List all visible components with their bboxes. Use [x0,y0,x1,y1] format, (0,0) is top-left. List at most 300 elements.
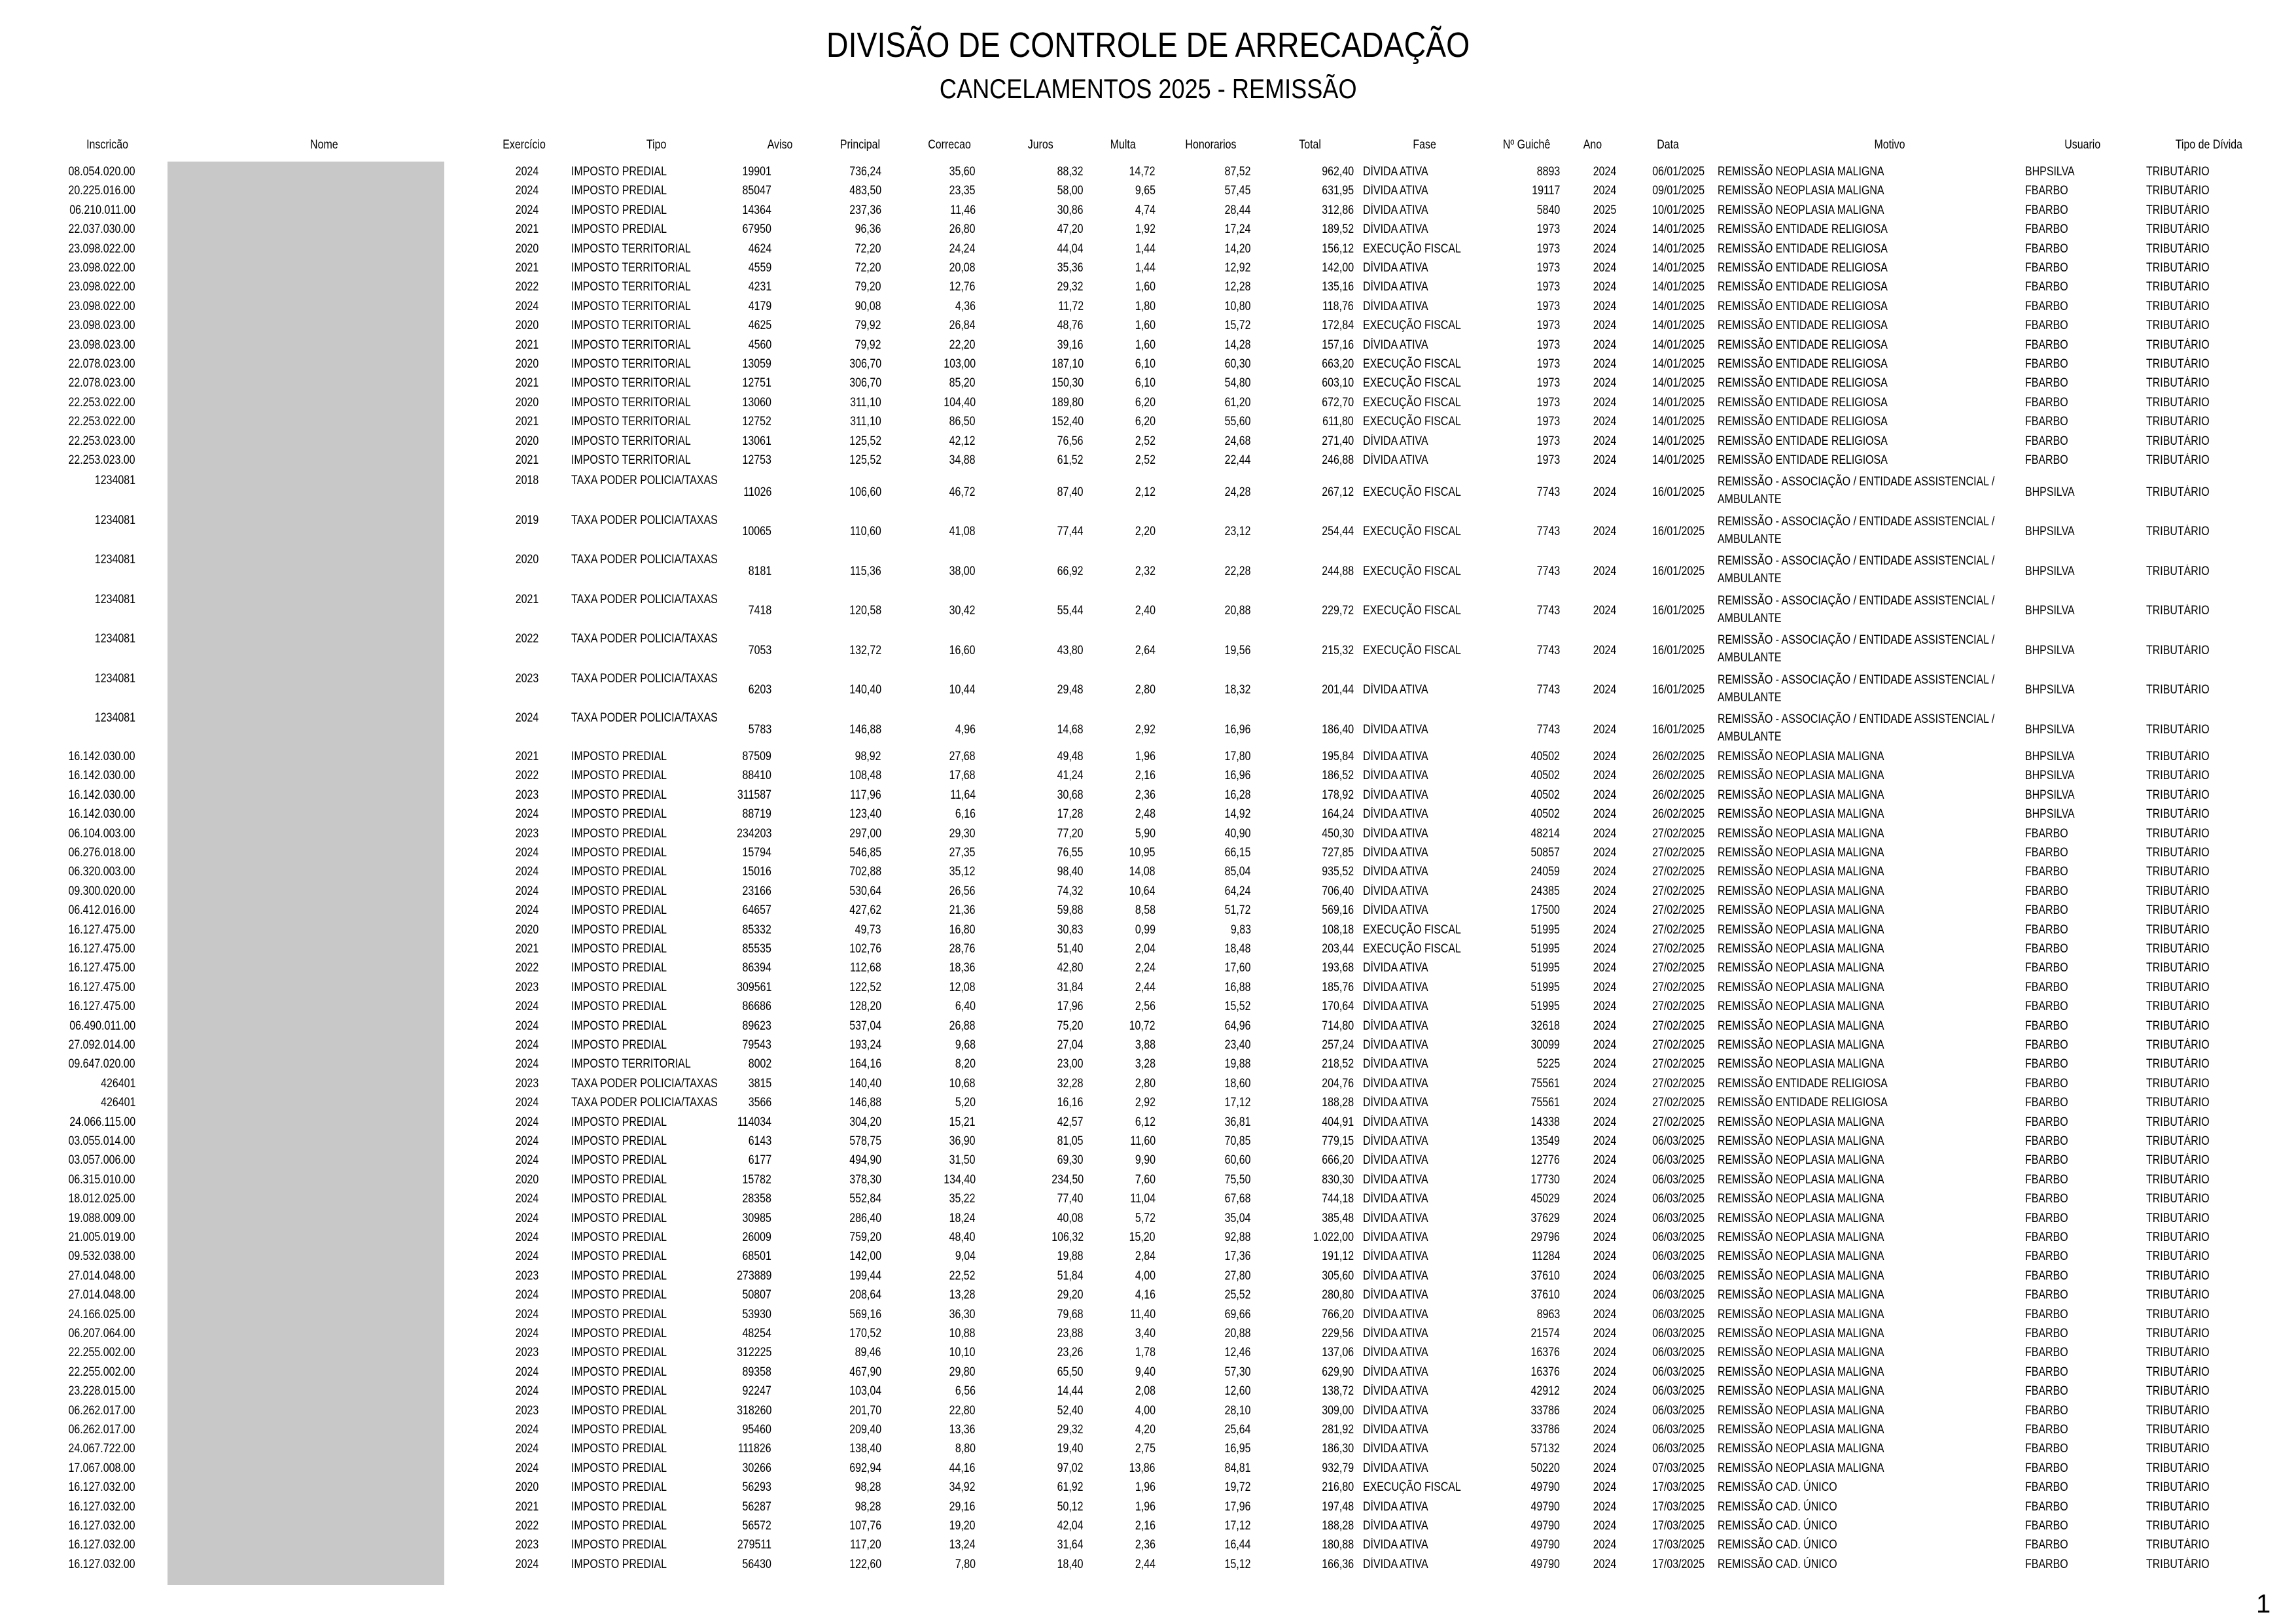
cell-principal: 170,52 [849,1326,881,1340]
cell-usuario: FBARBO [2025,261,2068,275]
cell-total: 118,76 [1322,299,1354,313]
cell-honorarios: 22,44 [1225,453,1251,467]
cell-guiche: 37610 [1530,1288,1560,1302]
cell-usuario: FBARBO [2025,1038,2068,1052]
cell-principal: 569,16 [849,1307,881,1321]
cell-ano: 2024 [1593,1518,1616,1533]
cell-correcao: 86,50 [949,415,976,429]
header-tipo: Tipo [646,138,667,152]
cell-ano: 2024 [1593,922,1616,937]
cell-tipo: IMPOSTO TERRITORIAL [571,357,691,371]
cell-fase: DÍVIDA ATIVA [1363,1115,1428,1129]
cell-fase: DÍVIDA ATIVA [1363,1172,1428,1187]
cell-data: 06/03/2025 [1652,1172,1704,1187]
cell-data: 26/02/2025 [1652,788,1704,802]
cell-usuario: FBARBO [2025,845,2068,860]
cell-correcao: 22,52 [949,1268,976,1283]
cell-tipo-divida: TRIBUTÁRIO [2146,1096,2210,1110]
cell-data: 14/01/2025 [1652,453,1704,467]
cell-correcao: 42,12 [949,434,976,448]
cell-tipo-divida: TRIBUTÁRIO [2146,1288,2210,1302]
cell-principal: 138,40 [849,1442,881,1456]
cell-correcao: 35,60 [949,165,976,179]
cell-usuario: FBARBO [2025,453,2068,467]
cell-ano: 2024 [1593,453,1616,467]
cell-correcao: 27,68 [949,749,976,763]
cell-honorarios: 12,60 [1225,1384,1251,1399]
cell-tipo-divida: TRIBUTÁRIO [2146,980,2210,994]
cell-total: 186,40 [1322,722,1354,737]
cell-tipo-divida: TRIBUTÁRIO [2146,357,2210,371]
cell-aviso: 11026 [743,485,771,499]
page-subtitle: CANCELAMENTOS 2025 - REMISSÃO [939,73,1357,104]
cell-honorarios: 25,52 [1225,1288,1251,1302]
cell-honorarios: 40,90 [1225,826,1251,841]
cell-fase: DÍVIDA ATIVA [1363,826,1428,841]
cell-usuario: BHPSILVA [2025,525,2075,539]
cell-multa: 1,96 [1135,749,1156,763]
cell-principal: 103,04 [849,1384,881,1399]
cell-tipo: IMPOSTO TERRITORIAL [571,261,691,275]
cell-juros: 29,20 [1057,1288,1084,1302]
cell-correcao: 24,24 [949,241,976,256]
cell-aviso: 309561 [736,980,771,994]
cell-inscricao: 16.127.475.00 [68,980,135,994]
cell-ano: 2024 [1593,826,1616,841]
cell-tipo-divida: TRIBUTÁRIO [2146,1153,2210,1168]
cell-tipo-divida: TRIBUTÁRIO [2146,1384,2210,1399]
cell-juros: 19,40 [1057,1442,1084,1456]
cell-data: 26/02/2025 [1652,807,1704,822]
cell-exercicio: 2023 [515,826,539,841]
cell-fase: EXECUÇÃO FISCAL [1363,1480,1461,1495]
cell-correcao: 26,84 [949,319,976,333]
cell-tipo-divida: TRIBUTÁRIO [2146,299,2210,313]
cell-tipo-divida: TRIBUTÁRIO [2146,319,2210,333]
cell-fase: DÍVIDA ATIVA [1363,1403,1428,1418]
cell-exercicio: 2024 [515,1192,539,1206]
cell-ano: 2024 [1593,1384,1616,1399]
cell-data: 27/02/2025 [1652,1038,1704,1052]
cell-usuario: FBARBO [2025,941,2068,956]
cell-multa: 14,08 [1129,865,1156,879]
cell-ano: 2024 [1593,165,1616,179]
cell-principal: 125,52 [849,434,881,448]
cell-ano: 2024 [1593,788,1616,802]
cell-guiche: 7743 [1536,722,1560,737]
cell-guiche: 1973 [1536,319,1560,333]
cell-ano: 2024 [1593,415,1616,429]
cell-tipo-divida: TRIBUTÁRIO [2146,1019,2210,1033]
cell-inscricao: 23.228.015.00 [68,1384,135,1399]
cell-motivo: REMISSÃO NEOPLASIA MALIGNA [1718,961,1884,975]
cell-fase: DÍVIDA ATIVA [1363,1346,1428,1360]
cell-motivo: REMISSÃO NEOPLASIA MALIGNA [1718,1172,1884,1187]
cell-honorarios: 14,20 [1225,241,1251,256]
cell-multa: 2,44 [1135,1557,1156,1571]
cell-multa: 2,48 [1135,807,1156,822]
cell-principal: 117,96 [850,788,881,802]
cell-principal: 117,20 [850,1538,881,1552]
cell-total: 932,79 [1322,1461,1354,1475]
cell-inscricao: 03.057.006.00 [68,1153,135,1168]
cell-tipo: IMPOSTO PREDIAL [571,1346,667,1360]
cell-guiche: 1973 [1536,357,1560,371]
cell-correcao: 4,36 [955,299,976,313]
cell-aviso: 3815 [748,1076,771,1091]
cell-honorarios: 24,68 [1225,434,1251,448]
cell-honorarios: 55,60 [1225,415,1251,429]
cell-honorarios: 75,50 [1225,1172,1251,1187]
cell-exercicio: 2021 [515,1499,539,1514]
cell-inscricao: 22.255.002.00 [68,1346,135,1360]
cell-multa: 2,36 [1135,788,1156,802]
cell-multa: 1,96 [1135,1480,1156,1495]
cell-multa: 2,32 [1135,564,1156,578]
cell-correcao: 9,68 [955,1038,976,1052]
cell-tipo: IMPOSTO PREDIAL [571,1384,667,1399]
cell-inscricao: 06.210.011.00 [69,203,135,217]
cell-data: 16/01/2025 [1652,485,1704,499]
cell-motivo: REMISSÃO NEOPLASIA MALIGNA [1718,1326,1884,1340]
cell-principal: 79,92 [855,319,881,333]
cell-multa: 5,72 [1135,1211,1156,1225]
cell-honorarios: 16,44 [1225,1538,1251,1552]
cell-total: 962,40 [1322,165,1354,179]
cell-aviso: 15782 [742,1172,771,1187]
cell-honorarios: 70,85 [1225,1134,1251,1148]
cell-principal: 128,20 [849,1000,881,1014]
cell-juros: 11,72 [1058,299,1084,313]
cell-tipo-divida: TRIBUTÁRIO [2146,415,2210,429]
cell-motivo: REMISSÃO NEOPLASIA MALIGNA [1718,1346,1884,1360]
cell-tipo-divida: TRIBUTÁRIO [2146,722,2210,737]
cell-principal: 208,64 [849,1288,881,1302]
cell-multa: 3,40 [1135,1326,1156,1340]
cell-data: 27/02/2025 [1652,903,1704,918]
cell-data: 06/03/2025 [1652,1288,1704,1302]
cell-inscricao: 27.014.048.00 [68,1268,135,1283]
cell-tipo-divida: TRIBUTÁRIO [2146,261,2210,275]
cell-total: 229,56 [1322,1326,1354,1340]
cell-tipo-divida: TRIBUTÁRIO [2146,395,2210,410]
cell-correcao: 13,36 [949,1422,976,1437]
cell-ano: 2024 [1593,1403,1616,1418]
cell-principal: 89,46 [855,1346,881,1360]
cell-aviso: 15016 [742,865,771,879]
cell-honorarios: 12,92 [1225,261,1251,275]
cell-multa: 2,20 [1135,525,1156,539]
cell-juros: 52,40 [1057,1403,1084,1418]
cell-guiche: 75561 [1530,1076,1560,1091]
cell-data: 16/01/2025 [1652,564,1704,578]
cell-honorarios: 15,72 [1225,319,1251,333]
cell-total: 1.022,00 [1313,1230,1354,1244]
cell-aviso: 64657 [742,903,771,918]
cell-tipo: IMPOSTO PREDIAL [571,788,667,802]
cell-tipo-divida: TRIBUTÁRIO [2146,184,2210,198]
cell-aviso: 79543 [742,1038,771,1052]
cell-multa: 6,10 [1135,376,1156,391]
cell-guiche: 51995 [1530,922,1560,937]
cell-tipo: IMPOSTO TERRITORIAL [571,376,691,391]
cell-honorarios: 17,96 [1225,1499,1251,1514]
cell-total: 663,20 [1322,357,1354,371]
cell-fase: DÍVIDA ATIVA [1363,807,1428,822]
cell-tipo: IMPOSTO PREDIAL [571,1442,667,1456]
cell-tipo: IMPOSTO PREDIAL [571,1134,667,1148]
cell-juros: 29,32 [1057,1422,1084,1437]
cell-fase: DÍVIDA ATIVA [1363,261,1428,275]
cell-total: 246,88 [1322,453,1354,467]
cell-fase: DÍVIDA ATIVA [1363,1557,1428,1571]
cell-juros: 23,26 [1057,1346,1084,1360]
cell-exercicio: 2023 [515,671,539,686]
cell-motivo: REMISSÃO - ASSOCIAÇÃO / ENTIDADE ASSISTENCIAL / AMBULANTE [1718,514,1995,546]
cell-guiche: 1973 [1536,395,1560,410]
cell-principal: 736,24 [849,165,881,179]
cell-motivo: REMISSÃO NEOPLASIA MALIGNA [1718,1461,1884,1475]
cell-correcao: 104,40 [944,395,976,410]
cell-correcao: 10,10 [949,1346,976,1360]
cell-usuario: FBARBO [2025,1422,2068,1437]
cell-total: 108,18 [1322,922,1354,937]
cell-ano: 2024 [1593,1038,1616,1052]
cell-ano: 2024 [1593,683,1616,697]
cell-inscricao: 06.104.003.00 [68,826,135,841]
cell-fase: EXECUÇÃO FISCAL [1363,319,1461,333]
cell-data: 17/03/2025 [1652,1518,1704,1533]
cell-honorarios: 17,12 [1225,1096,1251,1110]
cell-motivo: REMISSÃO NEOPLASIA MALIGNA [1718,865,1884,879]
cell-honorarios: 51,72 [1225,903,1251,918]
cell-tipo-divida: TRIBUTÁRIO [2146,1499,2210,1514]
cell-guiche: 1973 [1536,415,1560,429]
cell-honorarios: 9,83 [1230,922,1251,937]
cell-motivo: REMISSÃO NEOPLASIA MALIGNA [1718,1019,1884,1033]
cell-exercicio: 2024 [515,1288,539,1302]
cell-multa: 4,16 [1135,1288,1156,1302]
cell-usuario: FBARBO [2025,1076,2068,1091]
header-aviso: Aviso [767,138,793,152]
cell-motivo: REMISSÃO - ASSOCIAÇÃO / ENTIDADE ASSISTENCIAL / AMBULANTE [1718,712,1995,744]
cell-total: 137,06 [1322,1346,1354,1360]
cell-exercicio: 2021 [515,415,539,429]
cell-tipo: IMPOSTO PREDIAL [571,1153,667,1168]
cell-inscricao: 426401 [100,1096,135,1110]
cell-ano: 2024 [1593,241,1616,256]
cell-multa: 1,44 [1135,261,1156,275]
cell-guiche: 24385 [1530,884,1560,898]
cell-inscricao: 426401 [100,1076,135,1091]
cell-ano: 2024 [1593,376,1616,391]
cell-motivo: REMISSÃO ENTIDADE RELIGIOSA [1718,241,1888,256]
cell-ano: 2024 [1593,1000,1616,1014]
cell-tipo-divida: TRIBUTÁRIO [2146,1461,2210,1475]
cell-juros: 51,84 [1057,1268,1084,1283]
cell-guiche: 49790 [1530,1499,1560,1514]
cell-exercicio: 2024 [515,165,539,179]
cell-usuario: FBARBO [2025,1096,2068,1110]
cell-principal: 125,52 [849,453,881,467]
cell-exercicio: 2023 [515,1403,539,1418]
cell-exercicio: 2024 [515,203,539,217]
cell-juros: 65,50 [1057,1365,1084,1379]
header-correcao: Correcao [928,138,971,152]
header-multa: Multa [1110,138,1136,152]
cell-usuario: FBARBO [2025,903,2068,918]
cell-tipo: IMPOSTO PREDIAL [571,165,667,179]
cell-juros: 87,40 [1057,485,1084,499]
cell-ano: 2024 [1593,222,1616,237]
cell-tipo-divida: TRIBUTÁRIO [2146,922,2210,937]
cell-correcao: 41,08 [949,525,976,539]
cell-juros: 150,30 [1051,376,1084,391]
cell-usuario: FBARBO [2025,376,2068,391]
cell-guiche: 75561 [1530,1096,1560,1110]
cell-motivo: REMISSÃO CAD. ÚNICO [1718,1499,1837,1514]
cell-guiche: 51995 [1530,980,1560,994]
cell-total: 201,44 [1322,683,1354,697]
cell-correcao: 35,22 [949,1192,976,1206]
cell-tipo: IMPOSTO TERRITORIAL [571,415,691,429]
cell-total: 706,40 [1322,884,1354,898]
cell-correcao: 46,72 [949,485,976,499]
cell-total: 281,92 [1322,1422,1354,1437]
cell-ano: 2024 [1593,319,1616,333]
cell-honorarios: 87,52 [1225,165,1251,179]
cell-data: 27/02/2025 [1652,980,1704,994]
cell-motivo: REMISSÃO NEOPLASIA MALIGNA [1718,1057,1884,1072]
cell-multa: 1,60 [1135,338,1156,352]
cell-exercicio: 2020 [515,319,539,333]
cell-exercicio: 2024 [515,299,539,313]
cell-exercicio: 2023 [515,788,539,802]
cell-principal: 146,88 [849,722,881,737]
cell-data: 27/02/2025 [1652,941,1704,956]
cell-total: 271,40 [1322,434,1354,448]
cell-multa: 13,86 [1129,1461,1156,1475]
cell-tipo-divida: TRIBUTÁRIO [2146,338,2210,352]
cell-tipo: TAXA PODER POLICIA/TAXAS [571,553,718,567]
page-number: 1 [2256,1590,2271,1618]
cell-ano: 2024 [1593,1538,1616,1552]
cell-principal: 702,88 [849,865,881,879]
cell-correcao: 15,21 [949,1115,976,1129]
cell-multa: 1,96 [1135,1499,1156,1514]
cell-usuario: FBARBO [2025,1019,2068,1033]
cell-multa: 2,64 [1135,643,1156,657]
cell-principal: 72,20 [855,241,881,256]
cell-guiche: 1973 [1536,261,1560,275]
cell-guiche: 8893 [1536,165,1560,179]
cell-correcao: 16,60 [949,643,976,657]
cell-aviso: 30985 [742,1211,771,1225]
cell-exercicio: 2024 [515,1096,539,1110]
cell-multa: 11,40 [1130,1307,1156,1321]
cell-usuario: FBARBO [2025,1326,2068,1340]
cell-correcao: 36,90 [949,1134,976,1148]
cell-data: 09/01/2025 [1652,184,1704,198]
cell-guiche: 1973 [1536,280,1560,294]
cell-data: 26/02/2025 [1652,769,1704,783]
cell-inscricao: 09.647.020.00 [68,1057,135,1072]
cell-fase: DÍVIDA ATIVA [1363,683,1428,697]
cell-exercicio: 2023 [515,980,539,994]
cell-correcao: 26,80 [949,222,976,237]
cell-aviso: 4231 [748,280,771,294]
cell-multa: 1,60 [1135,319,1156,333]
cell-tipo-divida: TRIBUTÁRIO [2146,884,2210,898]
cell-total: 312,86 [1322,203,1354,217]
cell-usuario: FBARBO [2025,1249,2068,1264]
cell-exercicio: 2020 [515,1480,539,1495]
cell-usuario: FBARBO [2025,415,2068,429]
cell-ano: 2024 [1593,1480,1616,1495]
cell-aviso: 92247 [742,1384,771,1399]
cell-usuario: FBARBO [2025,1346,2068,1360]
cell-inscricao: 09.300.020.00 [68,884,135,898]
cell-fase: DÍVIDA ATIVA [1363,1538,1428,1552]
cell-data: 06/03/2025 [1652,1192,1704,1206]
cell-guiche: 45029 [1530,1192,1560,1206]
cell-fase: DÍVIDA ATIVA [1363,903,1428,918]
cell-ano: 2024 [1593,1557,1616,1571]
cell-inscricao: 08.054.020.00 [68,165,135,179]
cell-multa: 2,12 [1135,485,1156,499]
cell-total: 631,95 [1322,184,1354,198]
cell-multa: 10,72 [1129,1019,1156,1033]
cell-guiche: 1973 [1536,434,1560,448]
cell-total: 135,16 [1322,280,1354,294]
cell-total: 172,84 [1322,319,1354,333]
cell-multa: 4,74 [1135,203,1156,217]
cell-ano: 2024 [1593,807,1616,822]
cell-inscricao: 16.142.030.00 [68,807,135,822]
cell-fase: DÍVIDA ATIVA [1363,1096,1428,1110]
cell-juros: 32,28 [1057,1076,1084,1091]
cell-juros: 27,04 [1057,1038,1084,1052]
cell-total: 254,44 [1322,525,1354,539]
cell-fase: EXECUÇÃO FISCAL [1363,376,1461,391]
cell-tipo-divida: TRIBUTÁRIO [2146,1346,2210,1360]
cell-total: 203,44 [1322,941,1354,956]
cell-usuario: FBARBO [2025,357,2068,371]
header-motivo: Motivo [1874,138,1905,152]
cell-aviso: 68501 [742,1249,771,1264]
cell-usuario: FBARBO [2025,1557,2068,1571]
cell-juros: 187,10 [1051,357,1084,371]
cell-correcao: 85,20 [949,376,976,391]
cell-total: 450,30 [1322,826,1354,841]
cell-tipo: IMPOSTO PREDIAL [571,1422,667,1437]
cell-principal: 286,40 [849,1211,881,1225]
header-tipo-divida: Tipo de Dívida [2175,138,2243,152]
cell-usuario: FBARBO [2025,241,2068,256]
cell-exercicio: 2024 [515,1153,539,1168]
cell-honorarios: 15,12 [1225,1557,1251,1571]
cell-correcao: 8,20 [955,1057,976,1072]
cell-honorarios: 16,96 [1225,769,1251,783]
cell-usuario: FBARBO [2025,338,2068,352]
cell-data: 06/03/2025 [1652,1384,1704,1399]
cell-inscricao: 22.253.023.00 [68,434,135,448]
cell-usuario: FBARBO [2025,1153,2068,1168]
cell-multa: 4,00 [1135,1268,1156,1283]
cell-ano: 2024 [1593,903,1616,918]
cell-fase: DÍVIDA ATIVA [1363,453,1428,467]
cell-honorarios: 17,80 [1225,749,1251,763]
